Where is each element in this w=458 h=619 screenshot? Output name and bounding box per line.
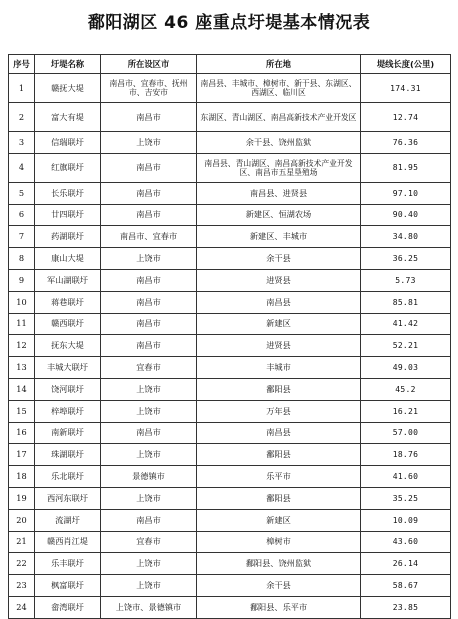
levee-name: 枫富联圩 <box>35 575 101 597</box>
row-index: 3 <box>9 132 35 154</box>
header-city: 所在设区市 <box>101 55 197 74</box>
location-cell: 南昌县、丰城市、樟树市、新干县、东湖区、西湖区、临川区 <box>197 74 361 103</box>
table-row <box>9 153 451 182</box>
row-index: 13 <box>9 357 35 379</box>
table-row <box>9 509 451 531</box>
city-cell: 上饶市 <box>101 248 197 270</box>
location-cell: 鄱阳县、饶州监狱 <box>197 553 361 575</box>
levee-name: 乐北联圩 <box>35 466 101 488</box>
table-row <box>9 291 451 313</box>
city-cell: 上饶市 <box>101 444 197 466</box>
table-row <box>9 357 451 379</box>
length-cell: 18.76 <box>361 444 451 466</box>
table-row <box>9 248 451 270</box>
city-cell: 南昌市、宜春市、抚州市、吉安市 <box>101 74 197 103</box>
levee-name: 赣西肖江堤 <box>35 531 101 553</box>
levee-name: 流湖圩 <box>35 509 101 531</box>
length-cell: 10.09 <box>361 509 451 531</box>
city-cell: 南昌市 <box>101 509 197 531</box>
city-cell: 南昌市 <box>101 335 197 357</box>
table-row <box>9 182 451 204</box>
location-cell: 余干县 <box>197 248 361 270</box>
row-index: 17 <box>9 444 35 466</box>
length-cell: 85.81 <box>361 291 451 313</box>
length-cell: 76.36 <box>361 132 451 154</box>
city-cell: 上饶市 <box>101 132 197 154</box>
table-row <box>9 466 451 488</box>
location-cell: 东湖区、青山湖区、南昌高新技术产业开发区 <box>197 103 361 132</box>
location-cell: 余干县、饶州监狱 <box>197 132 361 154</box>
levee-name: 西河东联圩 <box>35 487 101 509</box>
row-index: 14 <box>9 378 35 400</box>
location-cell: 南昌县、进贤县 <box>197 182 361 204</box>
city-cell: 南昌市 <box>101 153 197 182</box>
length-cell: 81.95 <box>361 153 451 182</box>
row-index: 18 <box>9 466 35 488</box>
location-cell: 万年县 <box>197 400 361 422</box>
location-cell: 乐平市 <box>197 466 361 488</box>
levee-name: 梓埠联圩 <box>35 400 101 422</box>
levee-name: 康山大堤 <box>35 248 101 270</box>
length-cell: 57.00 <box>361 422 451 444</box>
table-row <box>9 313 451 335</box>
row-index: 7 <box>9 226 35 248</box>
location-cell: 进贤县 <box>197 269 361 291</box>
row-index: 20 <box>9 509 35 531</box>
table-body <box>9 74 451 619</box>
row-index: 16 <box>9 422 35 444</box>
table-row <box>9 103 451 132</box>
location-cell: 南昌县 <box>197 422 361 444</box>
levee-name: 药湖联圩 <box>35 226 101 248</box>
length-cell: 43.60 <box>361 531 451 553</box>
location-cell: 新建区 <box>197 509 361 531</box>
row-index: 5 <box>9 182 35 204</box>
row-index: 8 <box>9 248 35 270</box>
table-row <box>9 553 451 575</box>
table-row <box>9 422 451 444</box>
length-cell: 16.21 <box>361 400 451 422</box>
location-cell: 新建区、丰城市 <box>197 226 361 248</box>
length-cell: 23.85 <box>361 596 451 618</box>
row-index: 4 <box>9 153 35 182</box>
row-index: 11 <box>9 313 35 335</box>
levee-name: 丰城大联圩 <box>35 357 101 379</box>
location-cell: 南昌县、青山湖区、南昌高新技术产业开发区、南昌市五星垦殖场 <box>197 153 361 182</box>
table-row <box>9 444 451 466</box>
table-row <box>9 335 451 357</box>
levee-table <box>8 54 451 619</box>
length-cell: 49.03 <box>361 357 451 379</box>
location-cell: 南昌县 <box>197 291 361 313</box>
length-cell: 45.2 <box>361 378 451 400</box>
length-cell: 35.25 <box>361 487 451 509</box>
table-row <box>9 226 451 248</box>
city-cell: 上饶市 <box>101 400 197 422</box>
header-index: 序号 <box>9 55 35 74</box>
city-cell: 上饶市 <box>101 378 197 400</box>
levee-name: 军山湖联圩 <box>35 269 101 291</box>
city-cell: 南昌市 <box>101 204 197 226</box>
length-cell: 41.60 <box>361 466 451 488</box>
table-row <box>9 487 451 509</box>
location-cell: 鄱阳县 <box>197 487 361 509</box>
length-cell: 41.42 <box>361 313 451 335</box>
row-index: 19 <box>9 487 35 509</box>
levee-name: 南新联圩 <box>35 422 101 444</box>
city-cell: 上饶市、景德镇市 <box>101 596 197 618</box>
levee-name: 饶河联圩 <box>35 378 101 400</box>
length-cell: 5.73 <box>361 269 451 291</box>
levee-name: 抚东大堤 <box>35 335 101 357</box>
row-index: 15 <box>9 400 35 422</box>
page-title: 鄱阳湖区 46 座重点圩堤基本情况表 <box>87 13 371 33</box>
row-index: 21 <box>9 531 35 553</box>
table-row <box>9 132 451 154</box>
header-length: 堤线长度(公里) <box>361 55 451 74</box>
length-cell: 12.74 <box>361 103 451 132</box>
table-row <box>9 400 451 422</box>
city-cell: 上饶市 <box>101 575 197 597</box>
city-cell: 宜春市 <box>101 531 197 553</box>
city-cell: 南昌市 <box>101 182 197 204</box>
city-cell: 上饶市 <box>101 487 197 509</box>
table-row <box>9 575 451 597</box>
location-cell: 进贤县 <box>197 335 361 357</box>
location-cell: 余干县 <box>197 575 361 597</box>
city-cell: 南昌市 <box>101 269 197 291</box>
city-cell: 景德镇市 <box>101 466 197 488</box>
city-cell: 南昌市 <box>101 313 197 335</box>
levee-name: 长乐联圩 <box>35 182 101 204</box>
length-cell: 174.31 <box>361 74 451 103</box>
levee-name: 廿四联圩 <box>35 204 101 226</box>
length-cell: 90.40 <box>361 204 451 226</box>
city-cell: 南昌市、宜春市 <box>101 226 197 248</box>
location-cell: 丰城市 <box>197 357 361 379</box>
location-cell: 鄱阳县 <box>197 378 361 400</box>
row-index: 22 <box>9 553 35 575</box>
length-cell: 58.67 <box>361 575 451 597</box>
levee-name: 蒋巷联圩 <box>35 291 101 313</box>
city-cell: 南昌市 <box>101 291 197 313</box>
table-row <box>9 378 451 400</box>
row-index: 1 <box>9 74 35 103</box>
location-cell: 樟树市 <box>197 531 361 553</box>
length-cell: 34.80 <box>361 226 451 248</box>
levee-name: 信瑞联圩 <box>35 132 101 154</box>
row-index: 24 <box>9 596 35 618</box>
length-cell: 97.10 <box>361 182 451 204</box>
levee-name: 赣抚大堤 <box>35 74 101 103</box>
length-cell: 52.21 <box>361 335 451 357</box>
city-cell: 南昌市 <box>101 103 197 132</box>
table-row <box>9 596 451 618</box>
table-row <box>9 531 451 553</box>
location-cell: 新建区 <box>197 313 361 335</box>
header-row <box>9 55 451 74</box>
row-index: 2 <box>9 103 35 132</box>
row-index: 10 <box>9 291 35 313</box>
table-row <box>9 74 451 103</box>
row-index: 9 <box>9 269 35 291</box>
city-cell: 上饶市 <box>101 553 197 575</box>
levee-name: 畲湾联圩 <box>35 596 101 618</box>
levee-name: 富大有堤 <box>35 103 101 132</box>
header-levee-name: 圩堤名称 <box>35 55 101 74</box>
city-cell: 南昌市 <box>101 422 197 444</box>
row-index: 12 <box>9 335 35 357</box>
row-index: 23 <box>9 575 35 597</box>
table-row <box>9 269 451 291</box>
levee-name: 赣西联圩 <box>35 313 101 335</box>
levee-name: 红旗联圩 <box>35 153 101 182</box>
location-cell: 鄱阳县 <box>197 444 361 466</box>
table-row <box>9 204 451 226</box>
length-cell: 36.25 <box>361 248 451 270</box>
row-index: 6 <box>9 204 35 226</box>
length-cell: 26.14 <box>361 553 451 575</box>
header-location: 所在地 <box>197 55 361 74</box>
location-cell: 鄱阳县、乐平市 <box>197 596 361 618</box>
city-cell: 宜春市 <box>101 357 197 379</box>
levee-name: 珠湖联圩 <box>35 444 101 466</box>
location-cell: 新建区、恒湖农场 <box>197 204 361 226</box>
levee-name: 乐丰联圩 <box>35 553 101 575</box>
